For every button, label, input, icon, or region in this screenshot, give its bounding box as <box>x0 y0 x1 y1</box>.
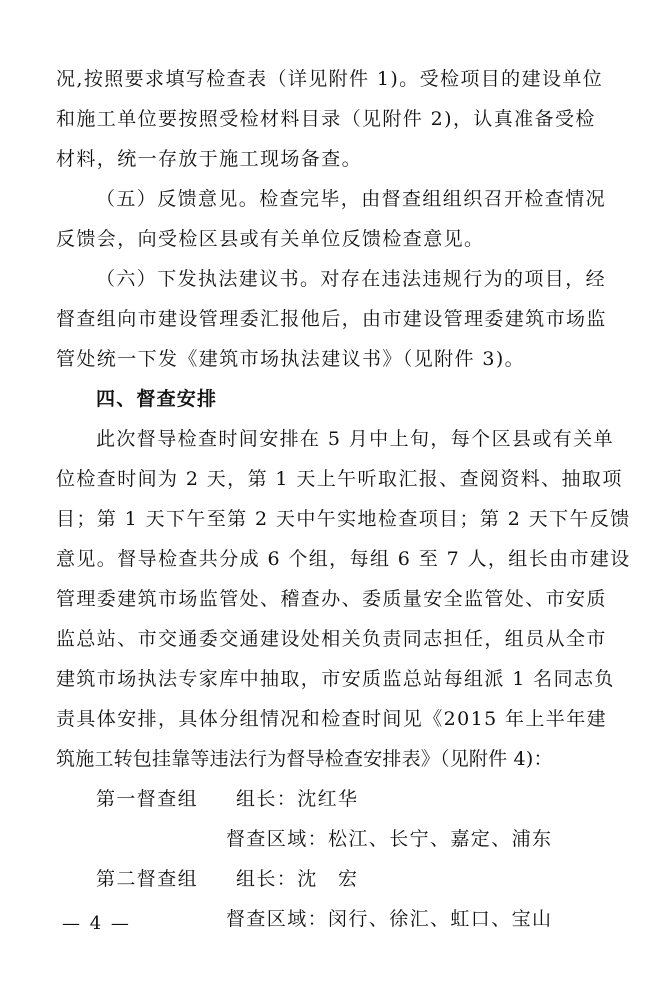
paragraph-line: 督查组向市建设管理委汇报他后，由市建设管理委建筑市场监 <box>56 308 607 330</box>
paragraph-line: 此次督导检查时间安排在 5 月中上旬，每个区县或有关单 <box>96 428 614 450</box>
group-area: 督查区域：松江、长宁、嘉定、浦东 <box>226 828 553 850</box>
group-leader: 组长：沈红华 <box>236 788 359 810</box>
paragraph-line: 管处统一下发《建筑市场执法建议书》（见附件 3)。 <box>56 348 526 370</box>
group-name: 第一督查组 <box>96 788 199 810</box>
paragraph-line: 管理委建筑市场监管处、稽查办、委质量安全监管处、市安质 <box>56 588 607 610</box>
paragraph-line: 反馈会，向受检区县或有关单位反馈检查意见。 <box>56 228 485 250</box>
paragraph-line: （六）下发执法建议书。对存在违法违规行为的项目，经 <box>96 268 607 290</box>
paragraph-line: （五）反馈意见。检查完毕，由督查组组织召开检查情况 <box>96 188 607 210</box>
paragraph-line: 责具体安排，具体分组情况和检查时间见《2015 年上半年建 <box>56 708 607 730</box>
paragraph-line: 目；第 1 天下午至第 2 天中午实地检查项目；第 2 天下午反馈 <box>56 508 631 530</box>
paragraph-line: 材料，统一存放于施工现场备查。 <box>56 148 363 170</box>
paragraph-line: 意见。督导检查共分成 6 个组，每组 6 至 7 人，组长由市建设 <box>56 548 631 570</box>
section-heading: 四、督查安排 <box>96 388 218 410</box>
paragraph-line: 监总站、市交通委交通建设处相关负责同志担任，组员从全市 <box>56 628 607 650</box>
paragraph-line: 况,按照要求填写检查表（详见附件 1)。受检项目的建设单位 <box>56 68 604 90</box>
paragraph-line: 筑施工转包挂靠等违法行为督导检查安排表》（见附件 4)： <box>56 748 553 770</box>
group-area: 督查区域：闵行、徐汇、虹口、宝山 <box>226 908 553 930</box>
paragraph-line: 建筑市场执法专家库中抽取，市安质监总站每组派 1 名同志负 <box>56 668 615 690</box>
paragraph-line: 和施工单位要按照受检材料目录（见附件 2)，认真准备受检 <box>56 108 596 130</box>
page-number: — 4 — <box>62 913 131 934</box>
group-leader: 组长：沈 宏 <box>236 868 359 890</box>
group-name: 第二督查组 <box>96 868 199 890</box>
paragraph-line: 位检查时间为 2 天，第 1 天上午听取汇报、查阅资料、抽取项 <box>56 468 623 490</box>
